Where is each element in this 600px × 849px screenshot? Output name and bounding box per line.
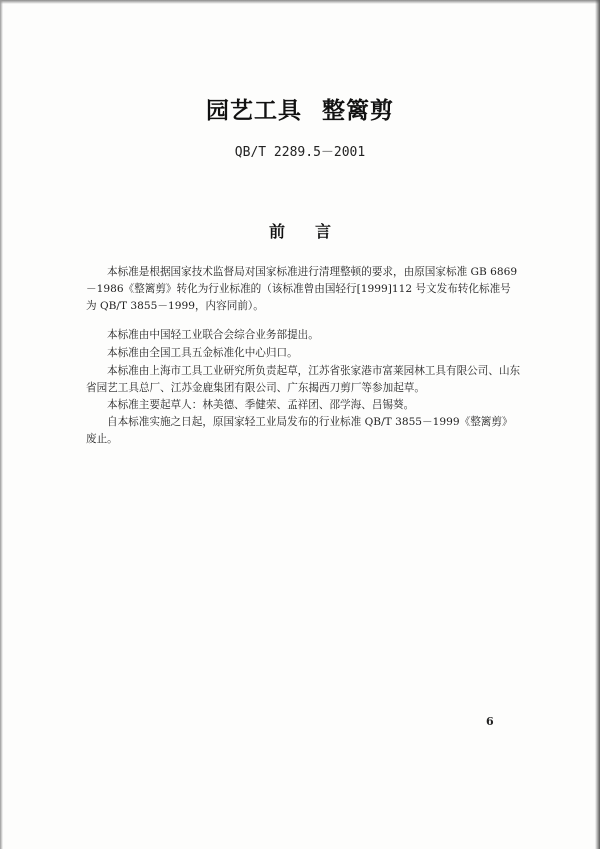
paragraph-proposed-by: 本标准由中国轻工业联合会综合业务部提出。 bbox=[107, 329, 319, 341]
paragraph-origin: 本标准是根据国家技术监督局对国家标准进行清理整顿的要求，由原国家标准 GB 6869－1986《整篱剪》转化为行业标准的（该标准曾由国轻行[1999]112 号文发布转化标准号为 QB/T 3855－1999，内容同前）。 bbox=[86, 266, 518, 312]
preface-heading-char-2: 言 bbox=[315, 222, 332, 241]
paragraph-drafted-by: 本标准由上海市工具工业研究所负责起草，江苏省张家港市富莱园林工具有限公司、山东省园艺工具总厂、江苏金鹿集团有限公司、广东揭西刀剪厂等参加起草。 bbox=[86, 365, 521, 394]
paragraph-main-drafters: 本标准主要起草人：林美德、季健荣、孟祥团、邵学海、吕锡葵。 bbox=[107, 399, 415, 411]
paragraph-centralized-by: 本标准由全国工具五金标准化中心归口。 bbox=[107, 347, 298, 359]
document-title bbox=[0, 92, 600, 125]
preface-heading bbox=[0, 219, 600, 242]
title-category: 园艺工具 bbox=[206, 98, 302, 124]
preface-heading-char-1: 前 bbox=[268, 222, 285, 241]
paragraph-supersedes: 自本标准实施之日起，原国家轻工业局发布的行业标准 QB/T 3855－1999《整篱剪》废止。 bbox=[86, 416, 513, 445]
scan-edge-right bbox=[595, 0, 600, 849]
scan-edge-top bbox=[0, 0, 600, 4]
scan-edge-left bbox=[0, 0, 3, 849]
page-number: 6 bbox=[486, 715, 494, 728]
standard-number: QB/T 2289.5－2001 bbox=[234, 145, 366, 160]
title-product: 整篱剪 bbox=[322, 98, 394, 124]
